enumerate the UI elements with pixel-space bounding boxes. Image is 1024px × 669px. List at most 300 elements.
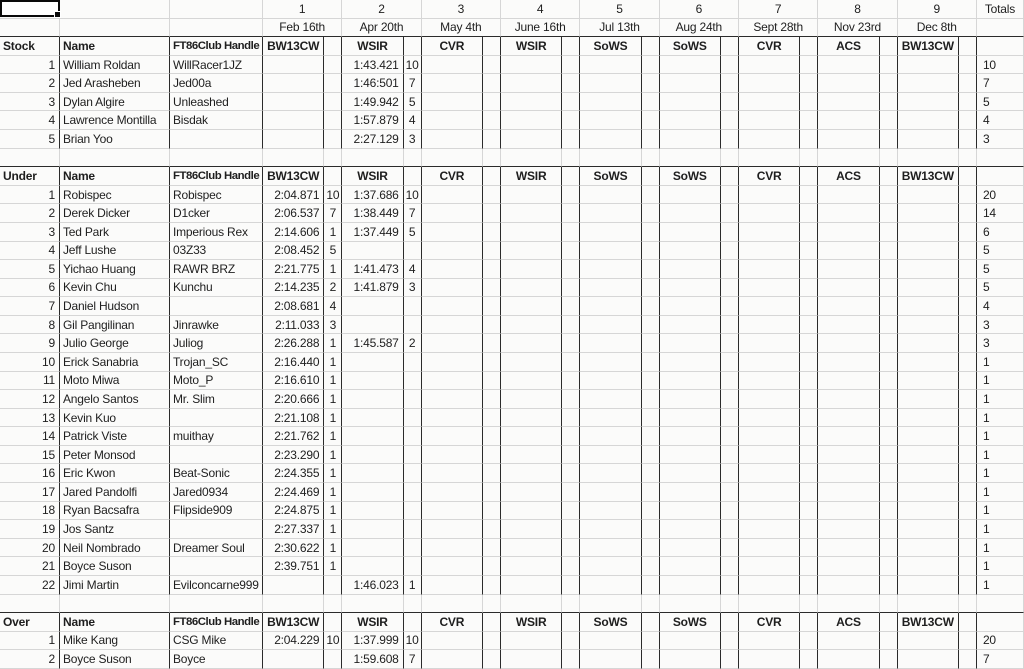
cell-points[interactable] xyxy=(880,483,898,502)
cell-time[interactable] xyxy=(739,130,800,149)
cell-name[interactable]: Dylan Algire xyxy=(60,93,170,112)
cell-time[interactable] xyxy=(580,297,641,316)
cell-points[interactable] xyxy=(721,557,739,576)
cell-points[interactable]: 1 xyxy=(324,464,342,483)
cell-total[interactable]: 1 xyxy=(977,353,1024,372)
cell-name[interactable]: Ryan Bacsafra xyxy=(60,502,170,521)
cell-rank[interactable]: 9 xyxy=(0,334,60,353)
cell-total[interactable]: 6 xyxy=(977,223,1024,242)
cell-points[interactable] xyxy=(642,111,660,130)
cell-points[interactable] xyxy=(800,390,818,409)
cell-time[interactable] xyxy=(342,316,403,335)
cell-total[interactable]: 14 xyxy=(977,204,1024,223)
round-number[interactable]: 8 xyxy=(818,0,897,19)
cell-points[interactable] xyxy=(483,632,501,651)
blank-cell[interactable] xyxy=(501,149,562,168)
cell-time[interactable] xyxy=(580,650,641,669)
cell-points[interactable] xyxy=(800,353,818,372)
cell-points[interactable] xyxy=(324,650,342,669)
cell-points[interactable] xyxy=(959,427,977,446)
cell-name[interactable]: Moto Miwa xyxy=(60,372,170,391)
cell-time[interactable] xyxy=(422,576,483,595)
cell-time[interactable] xyxy=(580,464,641,483)
cell-time[interactable] xyxy=(898,223,959,242)
cell-time[interactable] xyxy=(580,242,641,261)
cell-points[interactable] xyxy=(880,316,898,335)
points-header-cell[interactable] xyxy=(880,37,898,56)
cell-time[interactable] xyxy=(580,427,641,446)
cell-time[interactable] xyxy=(580,372,641,391)
cell-time[interactable]: 2:21.762 xyxy=(263,427,324,446)
cell-time[interactable] xyxy=(580,204,641,223)
cell-points[interactable]: 1 xyxy=(404,576,422,595)
cell-total[interactable]: 4 xyxy=(977,297,1024,316)
cell-time[interactable] xyxy=(660,279,721,298)
cell-total[interactable]: 1 xyxy=(977,502,1024,521)
blank-cell[interactable] xyxy=(959,595,977,614)
cell-points[interactable] xyxy=(324,74,342,93)
cell-time[interactable] xyxy=(739,353,800,372)
cell-points[interactable] xyxy=(562,427,580,446)
cell-total[interactable]: 1 xyxy=(977,557,1024,576)
cell-time[interactable] xyxy=(580,74,641,93)
blank-cell[interactable] xyxy=(483,595,501,614)
cell-points[interactable] xyxy=(721,464,739,483)
cell-points[interactable]: 10 xyxy=(324,186,342,205)
blank-cell[interactable] xyxy=(660,595,721,614)
cell-time[interactable] xyxy=(422,186,483,205)
cell-name[interactable]: Brian Yoo xyxy=(60,130,170,149)
cell-time[interactable] xyxy=(580,409,641,428)
cell-time[interactable]: 2:27.337 xyxy=(263,520,324,539)
cell-handle[interactable]: 03Z33 xyxy=(170,242,263,261)
cell-points[interactable]: 5 xyxy=(324,242,342,261)
cell-time[interactable] xyxy=(739,223,800,242)
cell-points[interactable]: 1 xyxy=(324,334,342,353)
cell-points[interactable]: 5 xyxy=(404,223,422,242)
date-label[interactable]: Sept 28th xyxy=(739,19,818,38)
cell-time[interactable] xyxy=(898,502,959,521)
cell-time[interactable] xyxy=(342,297,403,316)
round-number[interactable]: 1 xyxy=(263,0,342,19)
cell-time[interactable] xyxy=(739,242,800,261)
cell-name[interactable]: Gil Pangilinan xyxy=(60,316,170,335)
cell-time[interactable] xyxy=(580,93,641,112)
cell-name[interactable]: Eric Kwon xyxy=(60,464,170,483)
blank-cell[interactable] xyxy=(721,595,739,614)
cell-time[interactable] xyxy=(422,242,483,261)
event-header[interactable]: ACS xyxy=(818,37,879,56)
cell-time[interactable] xyxy=(739,372,800,391)
cell-time[interactable] xyxy=(818,297,879,316)
cell-points[interactable] xyxy=(324,56,342,75)
selected-cell-a1[interactable] xyxy=(0,0,60,17)
cell-points[interactable] xyxy=(324,130,342,149)
blank-cell[interactable] xyxy=(977,149,1024,168)
cell-points[interactable] xyxy=(959,204,977,223)
cell-points[interactable] xyxy=(642,93,660,112)
cell-time[interactable] xyxy=(818,446,879,465)
cell-points[interactable] xyxy=(642,576,660,595)
cell-points[interactable]: 10 xyxy=(324,632,342,651)
cell-points[interactable] xyxy=(880,242,898,261)
cell-time[interactable] xyxy=(818,334,879,353)
cell-points[interactable] xyxy=(721,576,739,595)
cell-points[interactable]: 1 xyxy=(324,539,342,558)
cell-time[interactable] xyxy=(422,446,483,465)
cell-time[interactable] xyxy=(422,539,483,558)
cell-time[interactable] xyxy=(739,502,800,521)
cell-points[interactable]: 4 xyxy=(324,297,342,316)
cell-time[interactable] xyxy=(818,557,879,576)
cell-points[interactable] xyxy=(562,632,580,651)
cell-time[interactable]: 2:26.288 xyxy=(263,334,324,353)
cell-points[interactable] xyxy=(880,446,898,465)
cell-time[interactable] xyxy=(342,464,403,483)
date-label[interactable]: Jul 13th xyxy=(580,19,659,38)
blank-cell[interactable] xyxy=(800,595,818,614)
cell-time[interactable] xyxy=(660,483,721,502)
cell-handle[interactable] xyxy=(170,409,263,428)
cell-points[interactable]: 10 xyxy=(404,186,422,205)
cell-time[interactable] xyxy=(501,130,562,149)
cell-time[interactable] xyxy=(898,279,959,298)
cell-time[interactable] xyxy=(818,427,879,446)
column-header-name[interactable]: Name xyxy=(60,167,170,186)
cell-handle[interactable] xyxy=(170,557,263,576)
cell-time[interactable] xyxy=(660,93,721,112)
cell-time[interactable] xyxy=(501,334,562,353)
fill-handle[interactable] xyxy=(54,11,61,18)
cell-time[interactable]: 1:45.587 xyxy=(342,334,403,353)
cell-points[interactable] xyxy=(880,297,898,316)
cell-total[interactable]: 1 xyxy=(977,464,1024,483)
points-header-cell[interactable] xyxy=(642,167,660,186)
points-header-cell[interactable] xyxy=(324,613,342,632)
cell-points[interactable] xyxy=(642,483,660,502)
cell-points[interactable] xyxy=(562,539,580,558)
cell-points[interactable] xyxy=(562,111,580,130)
cell-handle[interactable]: D1cker xyxy=(170,204,263,223)
cell-points[interactable] xyxy=(959,650,977,669)
cell-points[interactable] xyxy=(800,557,818,576)
cell-points[interactable] xyxy=(642,632,660,651)
blank-cell[interactable] xyxy=(342,149,403,168)
cell-points[interactable] xyxy=(959,372,977,391)
cell-name[interactable]: Neil Nombrado xyxy=(60,539,170,558)
event-header[interactable]: BW13CW xyxy=(898,613,959,632)
cell-time[interactable] xyxy=(580,279,641,298)
cell-time[interactable] xyxy=(739,204,800,223)
cell-time[interactable] xyxy=(898,74,959,93)
cell-time[interactable] xyxy=(422,74,483,93)
cell-time[interactable] xyxy=(501,297,562,316)
cell-points[interactable] xyxy=(483,56,501,75)
cell-points[interactable] xyxy=(721,334,739,353)
cell-time[interactable] xyxy=(422,372,483,391)
cell-points[interactable]: 4 xyxy=(404,111,422,130)
cell-name[interactable]: Jeff Lushe xyxy=(60,242,170,261)
cell-rank[interactable]: 14 xyxy=(0,427,60,446)
date-label[interactable]: May 4th xyxy=(422,19,501,38)
cell-time[interactable] xyxy=(739,186,800,205)
cell-points[interactable]: 10 xyxy=(404,632,422,651)
cell-time[interactable] xyxy=(501,502,562,521)
event-header[interactable]: BW13CW xyxy=(898,37,959,56)
event-header[interactable]: WSIR xyxy=(501,37,562,56)
cell-points[interactable] xyxy=(483,111,501,130)
cell-time[interactable] xyxy=(422,483,483,502)
cell-time[interactable] xyxy=(739,390,800,409)
cell-time[interactable]: 2:08.452 xyxy=(263,242,324,261)
round-number[interactable]: 4 xyxy=(501,0,580,19)
cell-points[interactable] xyxy=(404,297,422,316)
cell-total[interactable]: 1 xyxy=(977,520,1024,539)
cell-points[interactable] xyxy=(800,483,818,502)
cell-time[interactable] xyxy=(342,353,403,372)
cell-total[interactable]: 5 xyxy=(977,260,1024,279)
blank-cell[interactable] xyxy=(898,149,959,168)
cell-points[interactable] xyxy=(562,279,580,298)
cell-points[interactable] xyxy=(562,520,580,539)
cell-points[interactable] xyxy=(642,223,660,242)
cell-time[interactable]: 2:21.108 xyxy=(263,409,324,428)
cell-points[interactable] xyxy=(404,409,422,428)
blank-cell[interactable] xyxy=(263,595,324,614)
cell-time[interactable] xyxy=(660,464,721,483)
cell-time[interactable] xyxy=(660,427,721,446)
cell-name[interactable]: Jared Pandolfi xyxy=(60,483,170,502)
cell-points[interactable] xyxy=(404,483,422,502)
date-label[interactable]: Aug 24th xyxy=(660,19,739,38)
cell-points[interactable]: 1 xyxy=(324,223,342,242)
cell-points[interactable] xyxy=(721,130,739,149)
cell-time[interactable] xyxy=(818,204,879,223)
cell-points[interactable] xyxy=(959,279,977,298)
cell-time[interactable] xyxy=(501,316,562,335)
cell-rank[interactable]: 5 xyxy=(0,130,60,149)
totals-cell[interactable] xyxy=(977,613,1024,632)
cell-total[interactable]: 5 xyxy=(977,93,1024,112)
cell-time[interactable]: 2:21.775 xyxy=(263,260,324,279)
cell-time[interactable] xyxy=(660,204,721,223)
cell-time[interactable] xyxy=(818,111,879,130)
cell-time[interactable] xyxy=(660,446,721,465)
cell-total[interactable]: 10 xyxy=(977,56,1024,75)
cell-time[interactable] xyxy=(501,223,562,242)
event-header[interactable]: CVR xyxy=(739,167,800,186)
cell-time[interactable] xyxy=(580,446,641,465)
cell-handle[interactable]: muithay xyxy=(170,427,263,446)
cell-time[interactable] xyxy=(263,111,324,130)
cell-points[interactable] xyxy=(800,111,818,130)
blank-cell[interactable] xyxy=(60,149,170,168)
cell-points[interactable] xyxy=(404,464,422,483)
cell-points[interactable] xyxy=(959,242,977,261)
cell-points[interactable] xyxy=(800,464,818,483)
cell-time[interactable]: 1:41.879 xyxy=(342,279,403,298)
cell-time[interactable] xyxy=(818,539,879,558)
blank-cell[interactable] xyxy=(721,149,739,168)
cell-points[interactable] xyxy=(800,223,818,242)
cell-time[interactable]: 2:27.129 xyxy=(342,130,403,149)
cell-time[interactable] xyxy=(660,576,721,595)
cell-rank[interactable]: 3 xyxy=(0,223,60,242)
cell-time[interactable] xyxy=(818,464,879,483)
cell-points[interactable] xyxy=(959,111,977,130)
event-header[interactable]: ACS xyxy=(818,167,879,186)
blank-cell[interactable] xyxy=(580,149,641,168)
cell-time[interactable] xyxy=(501,93,562,112)
cell-time[interactable]: 1:43.421 xyxy=(342,56,403,75)
cell-points[interactable] xyxy=(483,260,501,279)
blank-cell[interactable] xyxy=(880,149,898,168)
cell-points[interactable] xyxy=(800,539,818,558)
points-header-cell[interactable] xyxy=(404,167,422,186)
cell-handle[interactable]: Trojan_SC xyxy=(170,353,263,372)
cell-points[interactable] xyxy=(959,130,977,149)
cell-points[interactable] xyxy=(642,427,660,446)
cell-points[interactable] xyxy=(404,242,422,261)
cell-time[interactable]: 2:16.610 xyxy=(263,372,324,391)
cell-points[interactable]: 7 xyxy=(324,204,342,223)
cell-time[interactable] xyxy=(739,297,800,316)
event-header[interactable]: SoWS xyxy=(580,613,641,632)
blank-cell[interactable] xyxy=(739,595,800,614)
cell-time[interactable] xyxy=(898,632,959,651)
cell-points[interactable] xyxy=(562,483,580,502)
cell-time[interactable] xyxy=(342,427,403,446)
points-header-cell[interactable] xyxy=(800,167,818,186)
cell-points[interactable] xyxy=(721,297,739,316)
cell-time[interactable] xyxy=(739,56,800,75)
blank-cell[interactable] xyxy=(660,149,721,168)
cell-points[interactable] xyxy=(642,372,660,391)
cell-points[interactable] xyxy=(642,316,660,335)
cell-name[interactable]: Mike Kang xyxy=(60,632,170,651)
cell-time[interactable] xyxy=(580,539,641,558)
cell-time[interactable] xyxy=(660,409,721,428)
cell-points[interactable] xyxy=(880,56,898,75)
cell-time[interactable] xyxy=(422,93,483,112)
cell-points[interactable] xyxy=(483,186,501,205)
event-header[interactable]: SoWS xyxy=(580,37,641,56)
cell-points[interactable] xyxy=(800,316,818,335)
class-header[interactable]: Over xyxy=(0,613,60,632)
cell-points[interactable]: 4 xyxy=(404,260,422,279)
cell-rank[interactable]: 5 xyxy=(0,260,60,279)
cell-time[interactable] xyxy=(422,279,483,298)
cell-time[interactable] xyxy=(580,130,641,149)
cell-points[interactable] xyxy=(483,539,501,558)
cell-points[interactable] xyxy=(959,576,977,595)
cell-name[interactable]: Yichao Huang xyxy=(60,260,170,279)
totals-cell[interactable] xyxy=(977,37,1024,56)
cell-points[interactable] xyxy=(800,409,818,428)
cell-time[interactable] xyxy=(422,632,483,651)
event-header[interactable]: BW13CW xyxy=(263,613,324,632)
cell-time[interactable]: 2:08.681 xyxy=(263,297,324,316)
cell-handle[interactable]: Jed00a xyxy=(170,74,263,93)
cell-points[interactable] xyxy=(483,316,501,335)
cell-time[interactable] xyxy=(580,576,641,595)
cell-time[interactable]: 2:23.290 xyxy=(263,446,324,465)
cell-points[interactable] xyxy=(483,464,501,483)
cell-time[interactable] xyxy=(739,93,800,112)
cell-handle[interactable]: WillRacer1JZ xyxy=(170,56,263,75)
cell-points[interactable] xyxy=(404,316,422,335)
cell-points[interactable] xyxy=(642,464,660,483)
cell-time[interactable] xyxy=(501,186,562,205)
cell-time[interactable] xyxy=(818,74,879,93)
cell-time[interactable]: 2:14.606 xyxy=(263,223,324,242)
cell-time[interactable]: 1:37.449 xyxy=(342,223,403,242)
cell-time[interactable] xyxy=(422,353,483,372)
cell-time[interactable] xyxy=(580,502,641,521)
cell-points[interactable]: 3 xyxy=(404,130,422,149)
cell-total[interactable]: 5 xyxy=(977,242,1024,261)
cell-points[interactable] xyxy=(562,390,580,409)
cell-time[interactable] xyxy=(898,464,959,483)
cell-time[interactable] xyxy=(739,557,800,576)
points-header-cell[interactable] xyxy=(483,167,501,186)
cell-time[interactable] xyxy=(580,557,641,576)
cell-points[interactable] xyxy=(562,650,580,669)
event-header[interactable]: CVR xyxy=(739,613,800,632)
cell-time[interactable] xyxy=(501,74,562,93)
cell-points[interactable] xyxy=(642,650,660,669)
cell-points[interactable] xyxy=(562,93,580,112)
cell-points[interactable] xyxy=(483,353,501,372)
blank-cell[interactable] xyxy=(580,595,641,614)
cell-time[interactable]: 2:14.235 xyxy=(263,279,324,298)
cell-time[interactable] xyxy=(422,390,483,409)
cell-points[interactable] xyxy=(721,186,739,205)
cell-points[interactable] xyxy=(880,93,898,112)
blank-cell[interactable] xyxy=(818,149,879,168)
cell-points[interactable] xyxy=(880,650,898,669)
cell-time[interactable] xyxy=(422,223,483,242)
cell-name[interactable]: Jed Arasheben xyxy=(60,74,170,93)
cell-time[interactable] xyxy=(818,223,879,242)
cell-points[interactable] xyxy=(880,372,898,391)
blank-cell[interactable] xyxy=(977,19,1024,38)
cell-time[interactable] xyxy=(263,576,324,595)
cell-time[interactable] xyxy=(342,520,403,539)
cell-points[interactable] xyxy=(642,502,660,521)
points-header-cell[interactable] xyxy=(404,613,422,632)
cell-handle[interactable]: Jared0934 xyxy=(170,483,263,502)
cell-time[interactable] xyxy=(898,576,959,595)
cell-points[interactable] xyxy=(562,186,580,205)
cell-time[interactable] xyxy=(422,557,483,576)
cell-points[interactable] xyxy=(642,242,660,261)
cell-points[interactable]: 1 xyxy=(324,353,342,372)
cell-points[interactable] xyxy=(483,557,501,576)
cell-points[interactable] xyxy=(483,372,501,391)
cell-time[interactable]: 2:20.666 xyxy=(263,390,324,409)
cell-rank[interactable]: 19 xyxy=(0,520,60,539)
cell-points[interactable] xyxy=(721,74,739,93)
cell-time[interactable] xyxy=(660,539,721,558)
cell-time[interactable] xyxy=(818,650,879,669)
cell-points[interactable] xyxy=(959,297,977,316)
blank-cell[interactable] xyxy=(60,595,170,614)
cell-time[interactable]: 1:41.473 xyxy=(342,260,403,279)
cell-time[interactable] xyxy=(739,111,800,130)
points-header-cell[interactable] xyxy=(324,167,342,186)
cell-time[interactable] xyxy=(501,56,562,75)
